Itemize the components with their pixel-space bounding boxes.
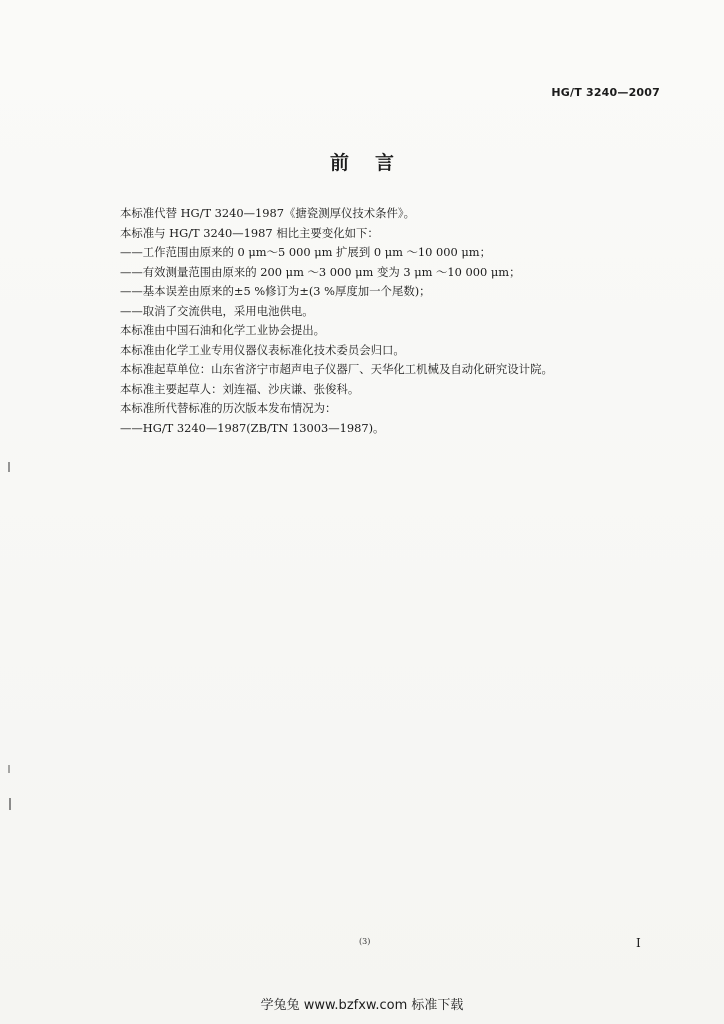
page-marker: (3): [359, 937, 371, 946]
body-line: 本标准与 HG/T 3240—1987 相比主要变化如下：: [120, 225, 379, 240]
roman-page-number: I: [636, 936, 641, 950]
page-title: [0, 148, 724, 175]
page-title-char-1: 前: [329, 152, 349, 174]
body-line: ——取消了交流供电，采用电池供电。: [120, 303, 314, 318]
body-line: 本标准由化学工业专用仪器仪表标准化技术委员会归口。: [120, 342, 405, 357]
body-line: 本标准主要起草人：刘连福、沙庆谦、张俊科。: [120, 381, 360, 396]
body-line: 本标准由中国石油和化学工业协会提出。: [120, 323, 326, 337]
scan-mark: [8, 765, 10, 773]
watermark-text: 学兔兔 www.bzfxw.com 标准下载: [260, 998, 464, 1013]
body-line: 本标准起草单位：山东省济宁市超声电子仪器厂、天华化工机械及自动化研究设计院。: [120, 362, 553, 376]
body-line: ——工作范围由原来的 0 μm～5 000 μm 扩展到 0 μm ～10 000 μm；: [120, 245, 491, 259]
foreword-body: [120, 204, 640, 438]
body-line: 本标准所代替标准的历次版本发布情况为：: [120, 401, 337, 415]
body-line: 本标准代替 HG/T 3240—1987《搪瓷测厚仪技术条件》。: [120, 206, 416, 220]
page-title-char-2: 言: [375, 152, 395, 174]
body-line: ——有效测量范围由原来的 200 μm ～3 000 μm 变为 3 μm ～10 000 μm；: [120, 264, 521, 279]
body-line: ——HG/T 3240—1987(ZB/TN 13003—1987)。: [120, 420, 385, 435]
scan-mark: [8, 462, 10, 472]
standard-code: HG/T 3240—2007: [551, 86, 660, 99]
body-line: ——基本误差由原来的±5 %修订为±(3 %厚度加一个尾数)；: [120, 284, 431, 298]
scan-mark: [9, 798, 11, 810]
